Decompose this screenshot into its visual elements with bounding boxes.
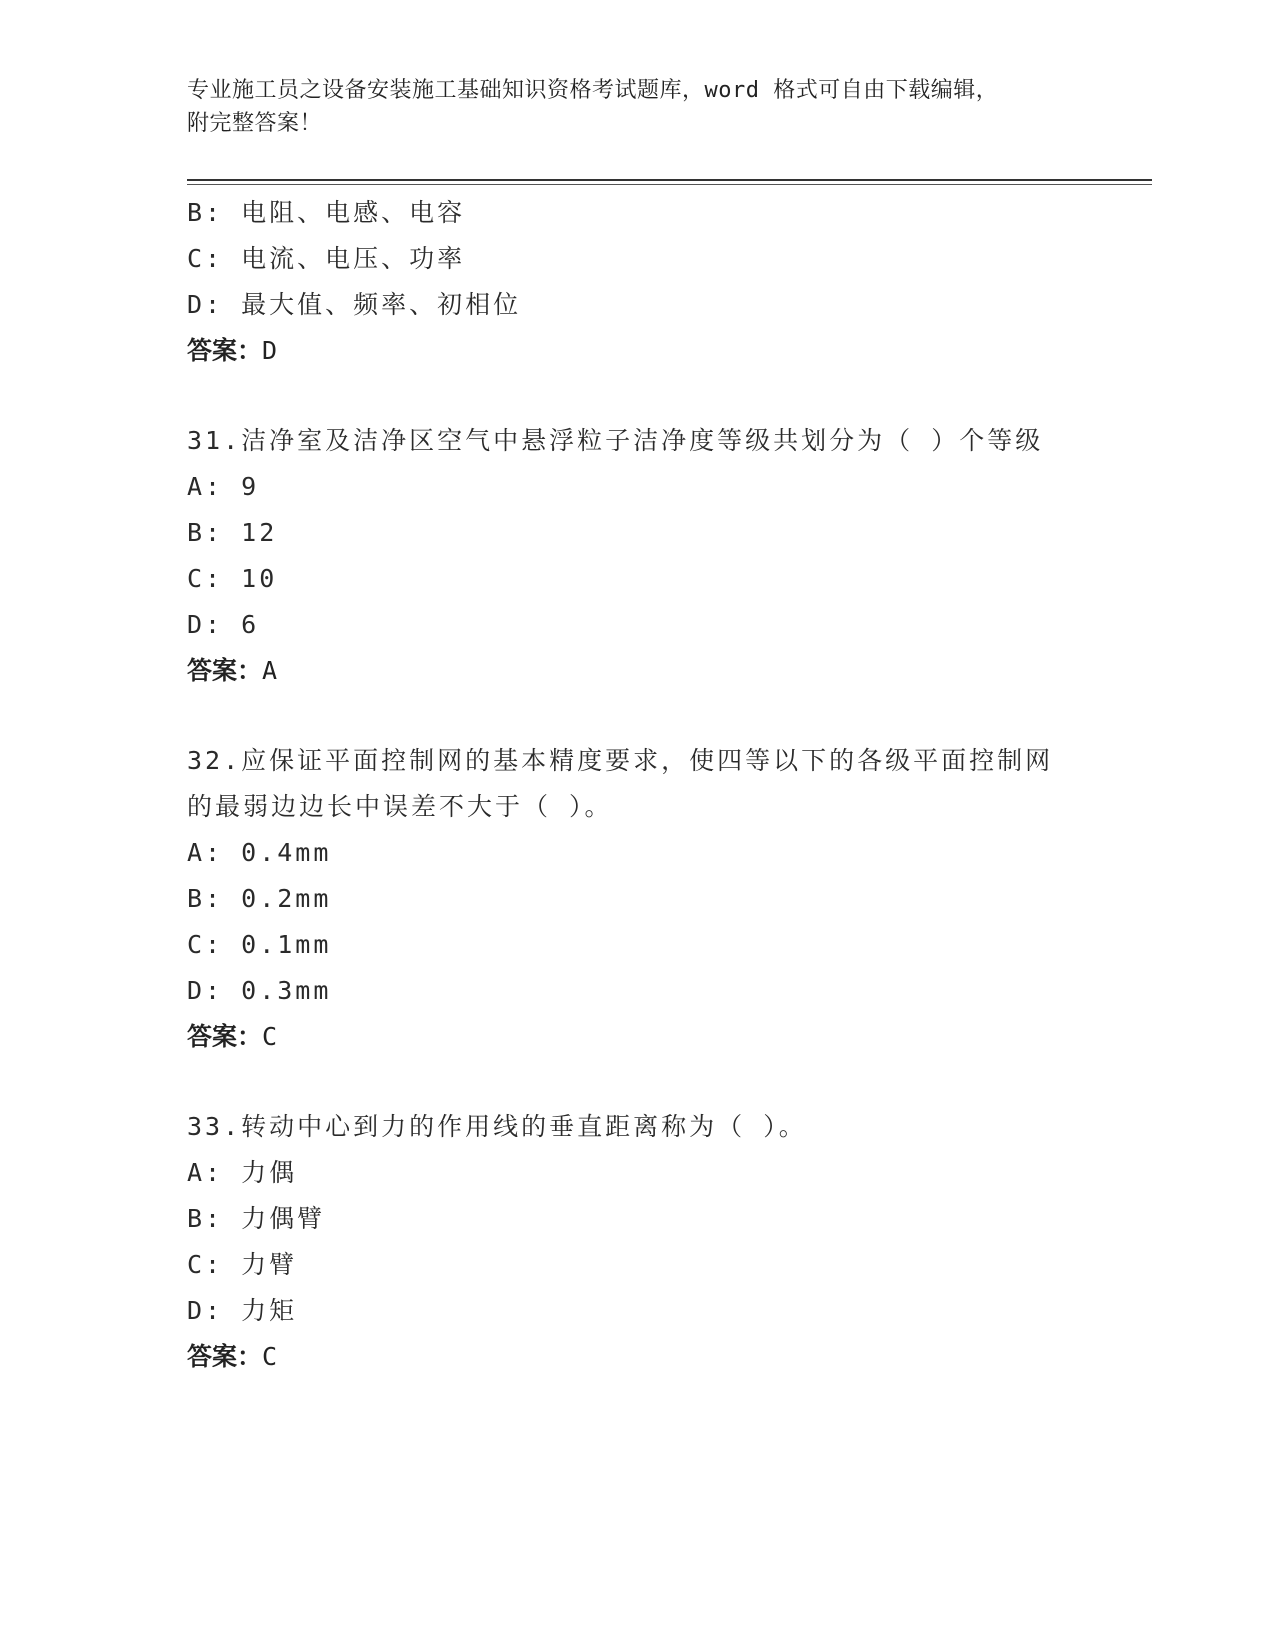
header-line-2: 附完整答案！ — [187, 111, 323, 136]
spacer — [187, 374, 1087, 418]
question-text-line-2: 的最弱边边长中误差不大于（ ）。 — [187, 792, 613, 821]
answer-value: C — [262, 1342, 278, 1371]
answer-label: 答案： — [187, 656, 263, 685]
question-33 — [187, 1104, 1087, 1380]
header-divider-thin — [187, 184, 1152, 185]
spacer — [187, 694, 1087, 738]
answer-value: D — [262, 336, 278, 365]
question-list — [187, 190, 1087, 1380]
answer-label: 答案： — [187, 336, 263, 365]
answer-label: 答案： — [187, 1342, 263, 1371]
question-text-line-1: 32.应保证平面控制网的基本精度要求，使四等以下的各级平面控制网 — [187, 746, 1054, 775]
option-c: C: 电流、电压、功率 — [187, 244, 466, 273]
header-line-1: 专业施工员之设备安装施工基础知识资格考试题库，word 格式可自由下载编辑， — [187, 78, 999, 103]
question-text: 31.洁净室及洁净区空气中悬浮粒子洁净度等级共划分为（ ）个等级 — [187, 426, 1044, 455]
option-c: C: 力臂 — [187, 1250, 298, 1279]
answer-line — [187, 648, 1087, 694]
option-b: B: 电阻、电感、电容 — [187, 198, 466, 227]
answer-line — [187, 1334, 1087, 1380]
spacer — [187, 1060, 1087, 1104]
question-30-continued — [187, 190, 1087, 374]
option-a: A: 0.4mm — [187, 838, 332, 867]
answer-value: A — [262, 656, 278, 685]
answer-line — [187, 1014, 1087, 1060]
option-b: B: 12 — [187, 518, 278, 547]
answer-line — [187, 328, 1087, 374]
option-d: D: 0.3mm — [187, 976, 332, 1005]
option-c: C: 10 — [187, 564, 278, 593]
option-d: D: 6 — [187, 610, 260, 639]
option-b: B: 0.2mm — [187, 884, 332, 913]
option-b: B: 力偶臂 — [187, 1204, 326, 1233]
option-a: A: 9 — [187, 472, 260, 501]
option-a: A: 力偶 — [187, 1158, 298, 1187]
question-text: 33.转动中心到力的作用线的垂直距离称为（ ）。 — [187, 1112, 807, 1141]
answer-label: 答案： — [187, 1022, 263, 1051]
option-d: D: 最大值、频率、初相位 — [187, 290, 522, 319]
question-32 — [187, 738, 1087, 1060]
document-header — [187, 74, 1067, 140]
header-divider-thick — [187, 179, 1152, 181]
question-31 — [187, 418, 1087, 694]
option-d: D: 力矩 — [187, 1296, 298, 1325]
option-c: C: 0.1mm — [187, 930, 332, 959]
answer-value: C — [262, 1022, 278, 1051]
